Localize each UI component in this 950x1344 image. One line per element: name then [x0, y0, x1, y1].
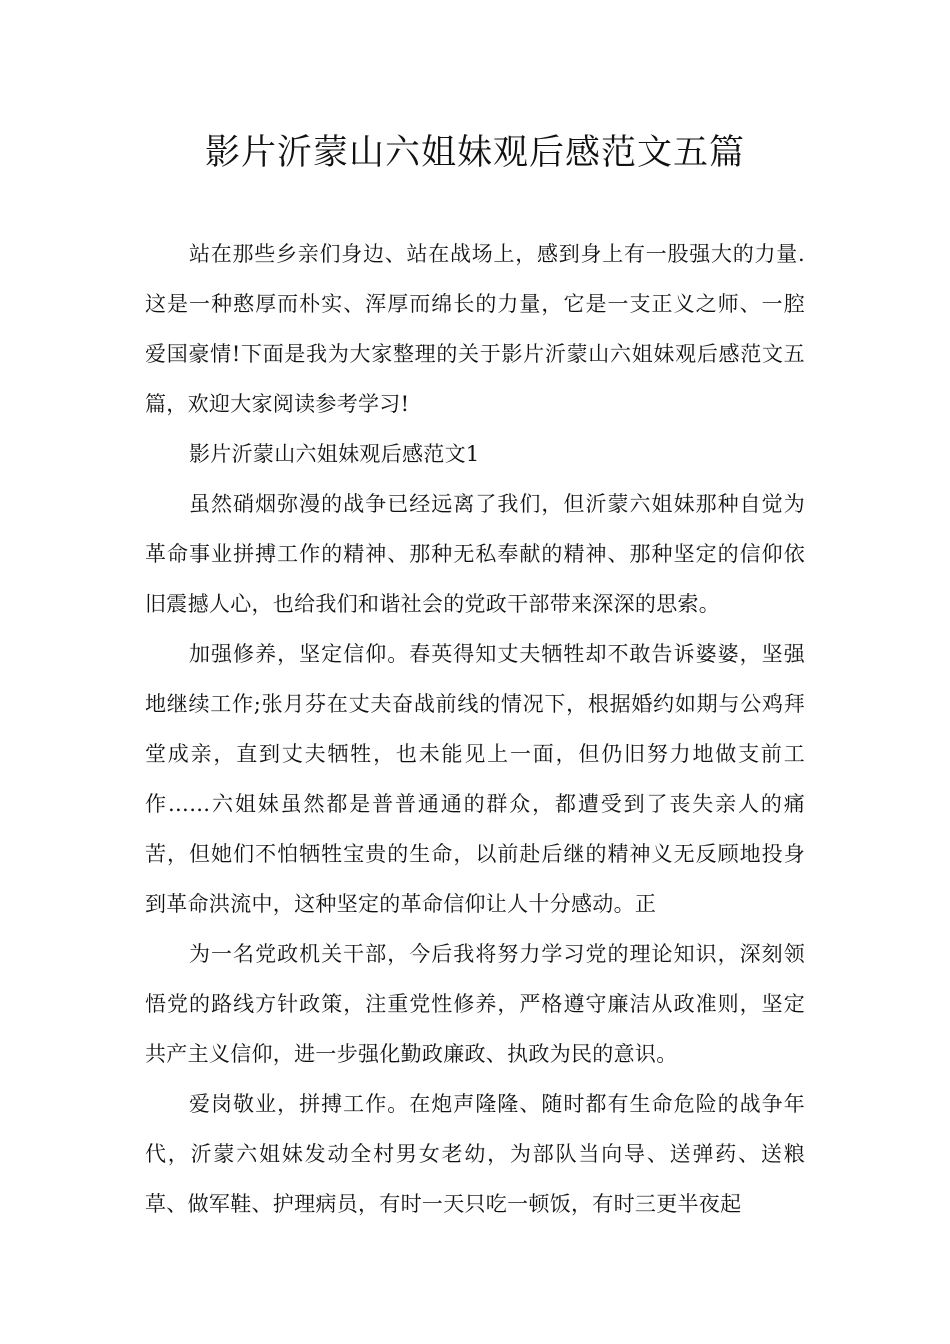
body-paragraph: 为一名党政机关干部，今后我将努力学习党的理论知识，深刻领悟党的路线方针政策，注重党性修养，严格遵守廉洁从政准则，坚定共产主义信仰，进一步强化勤政廉政、执政为民的意识。: [145, 942, 805, 1066]
section-heading: 影片沂蒙山六姐妹观后感范文1: [189, 442, 480, 466]
body-paragraph: 加强修养，坚定信仰。春英得知丈夫牺牲却不敢告诉婆婆，坚强地继续工作;张月芬在丈夫奋战前线的情况下，根据婚约如期与公鸡拜堂成亲，直到丈夫牺牲，也未能见上一面，但仍旧努力地做支前工作……六姐妹虽然都是普普通通的群众，都遭受到了丧失亲人的痛苦，但她们不怕牺牲宝贵的生命，以前赴后继的精神义无反顾地投身到革命洪流中，这种坚定的革命信仰让人十分感动。正: [145, 642, 805, 916]
body-paragraph: 爱岗敬业，拼搏工作。在炮声隆隆、随时都有生命危险的战争年代，沂蒙六姐妹发动全村男女老幼，为部队当向导、送弹药、送粮草、做军鞋、护理病员，有时一天只吃一顿饭，有时三更半夜起: [145, 1092, 805, 1216]
document-title: 影片沂蒙山六姐妹观后感范文五篇: [204, 133, 745, 173]
intro-paragraph: 站在那些乡亲们身边、站在战场上，感到身上有一股强大的力量.这是一种憨厚而朴实、浑厚而绵长的力量，它是一支正义之师、一腔爱国豪情!下面是我为大家整理的关于影片沂蒙山六姐妹观后感范文五篇，欢迎大家阅读参考学习!: [145, 242, 805, 416]
document-body: [145, 229, 805, 1229]
body-paragraph: 虽然硝烟弥漫的战争已经远离了我们，但沂蒙六姐妹那种自觉为革命事业拼搏工作的精神、那种无私奉献的精神、那种坚定的信仰依旧震撼人心，也给我们和谐社会的党政干部带来深深的思索。: [145, 492, 805, 616]
